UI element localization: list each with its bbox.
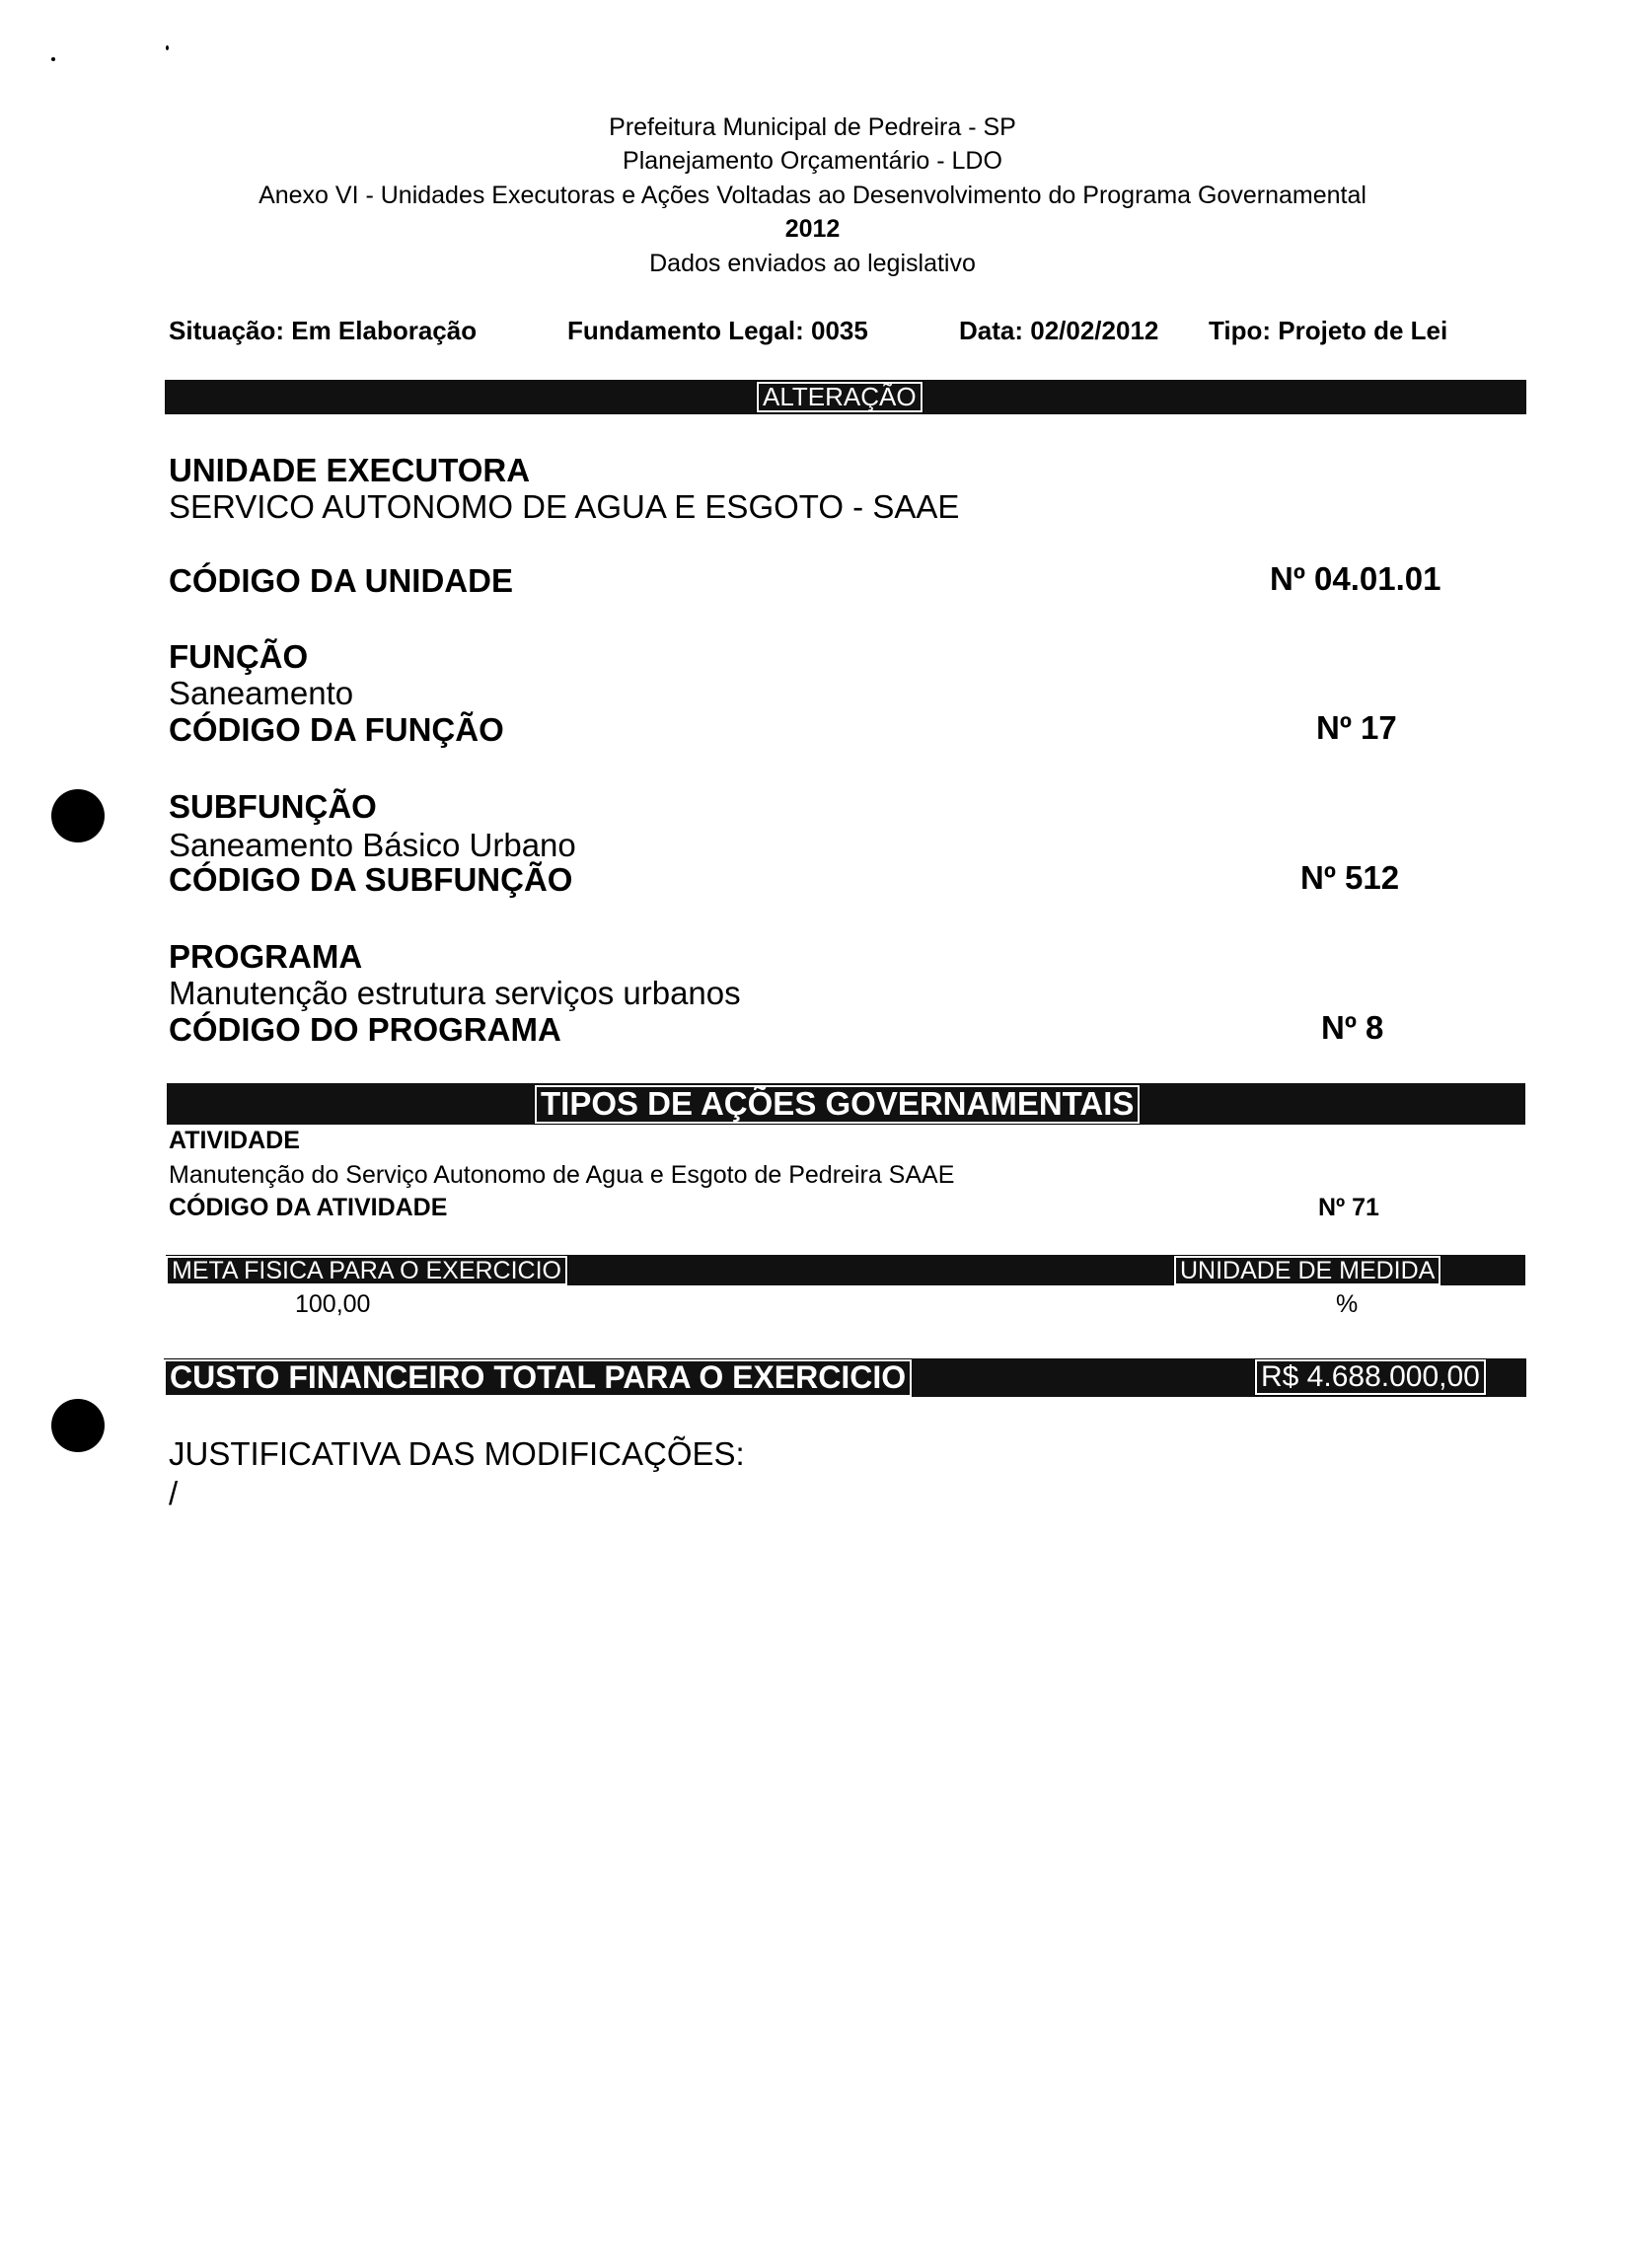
unidade-medida-value: % xyxy=(1336,1290,1359,1318)
codigo-programa-value: Nº 8 xyxy=(1321,1009,1384,1046)
justificativa-label: JUSTIFICATIVA DAS MODIFICAÇÕES: xyxy=(169,1435,745,1472)
bar-alteracao xyxy=(165,380,1526,414)
programa-value: Manutenção estrutura serviços urbanos xyxy=(169,975,741,1011)
header-line-3: Anexo VI - Unidades Executoras e Ações Voltadas ao Desenvolvimento do Programa Governamental xyxy=(259,182,1366,209)
atividade-value: Manutenção do Serviço Autonomo de Agua e Esgoto de Pedreira SAAE xyxy=(169,1161,955,1189)
unidade-medida-label: UNIDADE DE MEDIDA xyxy=(1174,1256,1440,1285)
punch-hole xyxy=(51,1399,105,1452)
scan-speck xyxy=(51,57,55,61)
programa-label: PROGRAMA xyxy=(169,938,363,975)
codigo-funcao-label: CÓDIGO DA FUNÇÃO xyxy=(169,711,504,748)
bar-alteracao-label: ALTERAÇÃO xyxy=(757,382,923,412)
subfuncao-label: SUBFUNÇÃO xyxy=(169,788,377,825)
atividade-label: ATIVIDADE xyxy=(169,1127,300,1154)
custo-financeiro-label: CUSTO FINANCEIRO TOTAL PARA O EXERCICIO xyxy=(164,1359,912,1397)
scan-speck xyxy=(166,45,169,50)
unidade-label: UNIDADE EXECUTORA xyxy=(169,452,531,488)
codigo-subfuncao-value: Nº 512 xyxy=(1300,859,1400,896)
codigo-funcao-value: Nº 17 xyxy=(1316,709,1397,746)
codigo-unidade-label: CÓDIGO DA UNIDADE xyxy=(169,562,513,599)
custo-financeiro-value: R$ 4.688.000,00 xyxy=(1255,1359,1486,1395)
codigo-atividade-label: CÓDIGO DA ATIVIDADE xyxy=(169,1194,448,1221)
codigo-unidade-value: Nº 04.01.01 xyxy=(1270,560,1441,597)
codigo-subfuncao-label: CÓDIGO DA SUBFUNÇÃO xyxy=(169,861,573,898)
funcao-label: FUNÇÃO xyxy=(169,638,309,675)
header-line-5: Dados enviados ao legislativo xyxy=(649,250,976,277)
justificativa-value: / xyxy=(169,1475,179,1511)
subfuncao-value: Saneamento Básico Urbano xyxy=(169,827,576,863)
meta-fisica-label: META FISICA PARA O EXERCICIO xyxy=(166,1256,567,1285)
bar-tipos-acoes xyxy=(167,1083,1525,1125)
funcao-value: Saneamento xyxy=(169,675,354,711)
unidade-value: SERVICO AUTONOMO DE AGUA E ESGOTO - SAAE xyxy=(169,488,960,525)
header-line-2: Planejamento Orçamentário - LDO xyxy=(623,147,1002,175)
codigo-atividade-value: Nº 71 xyxy=(1318,1194,1379,1221)
meta-data: Data: 02/02/2012 xyxy=(959,316,1159,345)
meta-fundamento: Fundamento Legal: 0035 xyxy=(567,316,868,345)
bar-meta-fisica xyxy=(166,1255,1525,1285)
header-line-1: Prefeitura Municipal de Pedreira - SP xyxy=(609,113,1016,141)
codigo-programa-label: CÓDIGO DO PROGRAMA xyxy=(169,1011,561,1048)
bar-tipos-acoes-label: TIPOS DE AÇÕES GOVERNAMENTAIS xyxy=(535,1085,1140,1124)
meta-fisica-value: 100,00 xyxy=(295,1290,371,1318)
meta-situacao: Situação: Em Elaboração xyxy=(169,316,478,345)
bar-custo-financeiro xyxy=(164,1358,1526,1397)
header-year: 2012 xyxy=(784,215,841,243)
meta-tipo: Tipo: Projeto de Lei xyxy=(1209,316,1448,345)
punch-hole xyxy=(51,789,105,842)
